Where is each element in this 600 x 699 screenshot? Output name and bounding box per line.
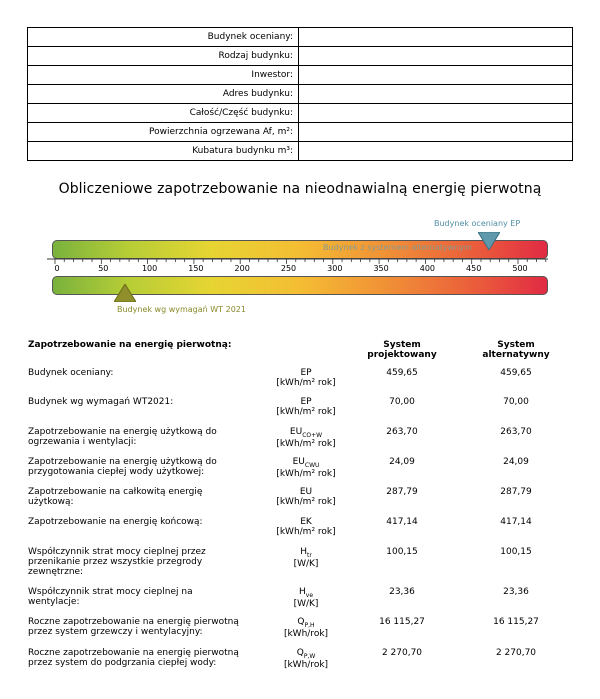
row-alternative-value: 70,00: [503, 397, 529, 407]
row-label: [28, 648, 268, 678]
scale-tick-label: 0: [54, 264, 60, 273]
info-label: Rodzaj budynku:: [28, 47, 299, 66]
row-label: [28, 368, 268, 397]
row-unit: [kWh/m² rok]: [276, 438, 336, 449]
scale-tick-label: 100: [141, 264, 158, 273]
row-symbol-subscript: CO+W: [302, 431, 323, 439]
row-symbol: EU: [289, 427, 303, 437]
info-label: Powierzchnia ogrzewana Af, m²:: [28, 123, 299, 142]
row-label-line: przez system grzewczy i wentylacyjny:: [28, 627, 203, 637]
info-label: Budynek oceniany:: [28, 28, 299, 47]
row-unit-cell: [268, 587, 344, 617]
row-unit: [W/K]: [293, 558, 319, 569]
info-value: [298, 66, 572, 85]
row-symbol-subscript: CWU: [304, 461, 320, 469]
alternative-system-marker-label: Budynek z systemem alternatywnym: [323, 243, 472, 252]
row-alternative-value: 24,09: [503, 457, 529, 467]
header-system-label: System: [497, 340, 535, 350]
header-system-label: System: [383, 340, 421, 350]
table-row: [28, 587, 572, 617]
row-label: [28, 517, 268, 547]
info-row: [28, 104, 573, 123]
row-unit: [kWh/m² rok]: [276, 407, 336, 417]
info-value: [298, 104, 572, 123]
table-row: [28, 427, 572, 457]
row-label-line: Roczne zapotrzebowanie na energię pierwotną: [28, 648, 239, 658]
row-designed-value: 263,70: [386, 427, 418, 437]
scale-tick-label: 150: [188, 264, 204, 273]
row-symbol: Q: [297, 617, 305, 627]
row-unit: [kWh/m² rok]: [276, 378, 336, 388]
row-designed-value: 16 115,27: [379, 617, 425, 627]
row-unit-cell: [268, 397, 344, 427]
wt2021-marker-label: Budynek wg wymagań WT 2021: [117, 305, 246, 314]
row-symbol: EU: [299, 487, 313, 497]
row-symbol: H: [300, 547, 307, 557]
wt2021-marker: [114, 284, 136, 302]
row-symbol: EP: [300, 368, 312, 378]
header-alternative-label: alternatywny: [482, 350, 550, 360]
header-designed-label: projektowany: [367, 350, 437, 360]
table-row: [28, 368, 572, 397]
energy-data-table: [28, 338, 572, 678]
table-row: [28, 457, 572, 487]
row-alternative-value: 263,70: [500, 427, 532, 437]
row-symbol: H: [298, 587, 306, 597]
building-info-table: [27, 27, 573, 161]
scale-tick-label: 400: [419, 264, 436, 273]
table-header-alternative-system: [460, 338, 572, 368]
info-row: [28, 142, 573, 161]
row-label-line: zewnętrzne:: [28, 567, 84, 577]
row-symbol: EP: [300, 397, 312, 407]
row-unit: [kWh/rok]: [283, 659, 329, 670]
row-symbol-subscript: ve: [305, 591, 314, 599]
table-header-unit: [268, 338, 344, 368]
row-symbol-subscript: tr: [306, 551, 312, 559]
row-unit-cell: [268, 617, 344, 648]
table-header-demand: Zapotrzebowanie na energię pierwotną:: [28, 340, 232, 350]
table-row: [28, 517, 572, 547]
row-alternative-value: 23,36: [503, 587, 529, 597]
row-label-line: Roczne zapotrzebowanie na energię pierwotną: [28, 617, 239, 627]
scale-tick-label: 500: [512, 264, 528, 273]
row-unit: [kWh/rok]: [283, 628, 329, 639]
row-label-line: przez system do podgrzania ciepłej wody:: [28, 658, 217, 668]
info-row: [28, 28, 573, 47]
info-label: Adres budynku:: [28, 85, 299, 104]
row-label-line: użytkową:: [28, 497, 74, 507]
row-label: [28, 587, 268, 617]
table-row: [28, 648, 572, 678]
info-row: [28, 66, 573, 85]
row-unit: [kWh/m² rok]: [276, 468, 336, 479]
row-symbol: Q: [296, 648, 304, 658]
row-label: [28, 457, 268, 487]
page-title: Obliczeniowe zapotrzebowanie na nieodnawialną energię pierwotną: [58, 181, 542, 197]
row-label-line: Zapotrzebowanie na całkowitą energię: [28, 487, 203, 497]
info-value: [298, 47, 572, 66]
row-alternative-value: 16 115,27: [493, 617, 539, 627]
row-unit-cell: [268, 517, 344, 547]
row-symbol-subscript: P,H: [304, 621, 315, 629]
info-row: [28, 47, 573, 66]
row-designed-value: 70,00: [389, 397, 415, 407]
scale-tick-label: 300: [327, 264, 343, 273]
row-label-line: przygotowania ciepłej wody użytkowej:: [28, 467, 205, 477]
row-label-line: Budynek wg wymagań WT2021:: [28, 397, 174, 407]
row-label: [28, 547, 268, 587]
row-unit-cell: [268, 368, 344, 397]
row-unit-cell: [268, 487, 344, 517]
info-value: [298, 142, 572, 161]
row-symbol-subscript: P,W: [303, 652, 316, 660]
row-unit-cell: [268, 547, 344, 587]
row-label-line: przenikanie przez wszystkie przegrody: [28, 557, 203, 567]
row-alternative-value: 2 270,70: [495, 648, 537, 658]
evaluated-building-marker-label: Budynek oceniany EP: [434, 219, 521, 228]
row-label: [28, 427, 268, 457]
evaluated-building-marker: [478, 232, 500, 250]
table-row: [28, 547, 572, 587]
row-unit: [kWh/m² rok]: [276, 497, 336, 507]
row-unit: [kWh/m² rok]: [276, 527, 336, 537]
row-designed-value: 100,15: [386, 547, 418, 557]
info-label: Całość/Część budynku:: [28, 104, 299, 123]
row-label-line: Współczynnik strat mocy cieplnej przez: [28, 547, 206, 557]
info-row: [28, 123, 573, 142]
row-label: [28, 617, 268, 648]
table-header-designed-system: [344, 338, 460, 368]
info-value: [298, 123, 572, 142]
row-symbol: EK: [300, 517, 312, 527]
info-value: [298, 85, 572, 104]
info-label: Inwestor:: [28, 66, 299, 85]
row-label-line: Zapotrzebowanie na energię końcową:: [28, 517, 203, 527]
row-label-line: ogrzewania i wentylacji:: [28, 437, 137, 447]
row-unit-cell: [268, 648, 344, 678]
info-value: [298, 28, 572, 47]
row-designed-value: 287,79: [386, 487, 418, 497]
row-designed-value: 417,14: [386, 517, 418, 527]
table-row: [28, 617, 572, 648]
row-label-line: Zapotrzebowanie na energię użytkową do: [28, 457, 217, 467]
row-designed-value: 2 270,70: [381, 648, 423, 658]
row-label: [28, 397, 268, 427]
row-label-line: Współczynnik strat mocy cieplnej na: [28, 587, 193, 597]
row-alternative-value: 287,79: [500, 487, 532, 497]
table-row: [28, 487, 572, 517]
row-designed-value: 459,65: [386, 368, 418, 378]
scale-tick-label: 450: [466, 264, 482, 273]
row-label: [28, 487, 268, 517]
row-unit: [W/K]: [293, 598, 319, 609]
row-label-line: wentylacje:: [28, 597, 80, 607]
energy-scale-axis: [0, 256, 600, 276]
row-label-line: Budynek oceniany:: [28, 368, 114, 378]
row-label-line: Zapotrzebowanie na energię użytkową do: [28, 427, 217, 437]
table-row: [28, 397, 572, 427]
scale-tick-label: 350: [373, 264, 389, 273]
row-unit-cell: [268, 457, 344, 487]
scale-tick-label: 50: [98, 264, 109, 273]
row-alternative-value: 100,15: [500, 547, 532, 557]
row-unit-cell: [268, 427, 344, 457]
info-row: [28, 85, 573, 104]
row-symbol: EU: [292, 457, 305, 467]
row-alternative-value: 459,65: [500, 368, 532, 378]
row-designed-value: 23,36: [389, 587, 415, 597]
scale-tick-label: 200: [234, 264, 250, 273]
scale-tick-label: 250: [280, 264, 297, 273]
info-label: Kubatura budynku m³:: [28, 142, 299, 161]
row-designed-value: 24,09: [389, 457, 415, 467]
row-alternative-value: 417,14: [500, 517, 532, 527]
